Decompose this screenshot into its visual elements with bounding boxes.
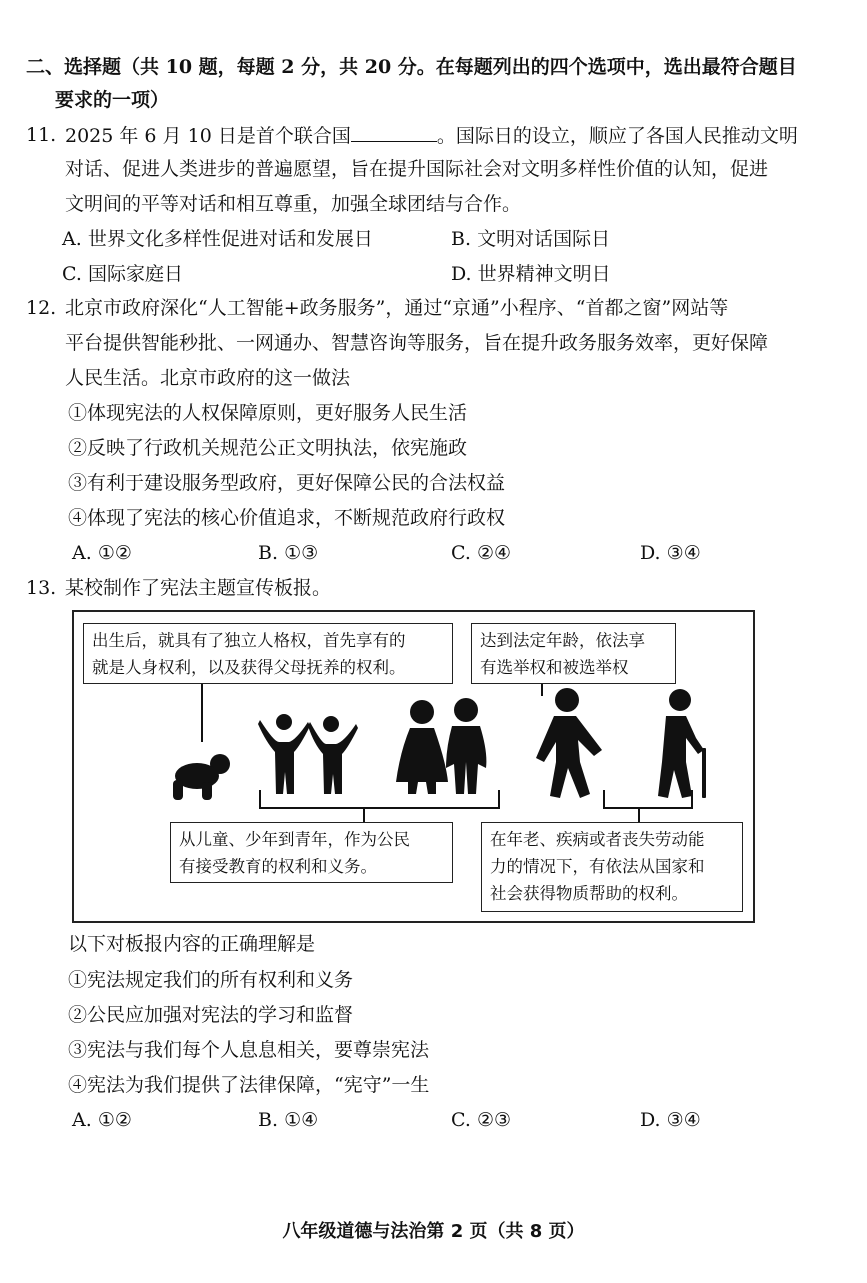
q12-stem-line3: 人民生活。北京市政府的这一做法 — [65, 367, 351, 389]
q13-option-a-text: ①② — [97, 1109, 132, 1131]
young-adults-icon — [396, 698, 486, 794]
q13-option-c-text: ②③ — [476, 1109, 512, 1131]
q12-statement-4: ④体现了宪法的核心价值追求，不断规范政府行政权 — [68, 507, 506, 529]
section-heading-line2: 要求的一项） — [55, 89, 170, 111]
q13-statement-3: ③宪法与我们每个人息息相关，要尊崇宪法 — [68, 1039, 430, 1061]
q12-statement-1: ①体现宪法的人权保障原则，更好服务人民生活 — [68, 402, 468, 424]
poster-note-education — [170, 822, 453, 883]
poster-note-elderly-line1: 在年老、疾病或者丧失劳动能 — [490, 830, 705, 849]
q11-stem-before-blank: 2025 年 6 月 10 日是首个联合国 — [65, 125, 351, 147]
q13-statement-4: ④宪法为我们提供了法律保障，“宪守”一生 — [68, 1074, 430, 1096]
children-icon — [258, 714, 358, 794]
q13-option-b-letter: B. — [258, 1109, 279, 1131]
poster-note-adult — [471, 623, 676, 684]
section-heading-line1: 二、选择题（共 10 题，每题 2 分，共 20 分。在每题列出的四个选项中，选出最符合题目 — [26, 56, 797, 78]
q12-option-c-text: ②④ — [476, 542, 512, 564]
q11-option-b-text: 文明对话国际日 — [477, 228, 611, 250]
q11-stem-after-blank: 。国际日的设立，顺应了各国人民推动文明 — [436, 125, 798, 147]
elderly-with-cane-icon — [658, 689, 706, 798]
q13-stem: 某校制作了宪法主题宣传板报。 — [65, 577, 332, 599]
q12-option-a-text: ①② — [97, 542, 132, 564]
q11-stem-line1 — [65, 123, 798, 148]
q12-number: 12. — [26, 297, 57, 319]
q11-stem-line2: 对话、促进人类进步的普遍愿望，旨在提升国际社会对文明多样性价值的认知，促进 — [65, 158, 769, 180]
q12-option-c-letter: C. — [451, 542, 471, 564]
q13-option-c — [451, 1108, 511, 1132]
q13-option-d — [640, 1108, 701, 1132]
crawling-baby-icon — [173, 754, 230, 800]
q12-option-b-text: ①③ — [284, 542, 319, 564]
q11-option-d-letter: D. — [451, 263, 472, 285]
poster-note-elderly-line2: 力的情况下，有依法从国家和 — [490, 857, 705, 876]
q12-option-d-text: ③④ — [666, 542, 701, 564]
q12-stem-line1: 北京市政府深化“人工智能+政务服务”，通过“京通”小程序、“首都之窗”网站等 — [65, 297, 729, 319]
q13-option-a — [72, 1108, 132, 1132]
q13-statement-2: ②公民应加强对宪法的学习和监督 — [68, 1004, 354, 1026]
constitution-poster — [72, 610, 755, 923]
q12-option-b — [258, 541, 318, 565]
q12-option-c — [451, 541, 511, 565]
q11-number: 11. — [26, 124, 57, 146]
q12-option-d-letter: D. — [640, 542, 661, 564]
q11-option-c — [62, 262, 183, 286]
poster-note-education-line1: 从儿童、少年到青年，作为公民 — [179, 830, 410, 849]
q11-answer-blank — [351, 123, 437, 142]
q11-option-c-letter: C. — [62, 263, 82, 285]
poster-note-adult-line1: 达到法定年龄，依法享 — [480, 631, 645, 650]
poster-note-education-line2: 有接受教育的权利和义务。 — [179, 857, 377, 876]
q11-option-a-text: 世界文化多样性促进对话和发展日 — [87, 228, 373, 250]
q12-option-a-letter: A. — [72, 542, 92, 564]
q11-option-b — [451, 227, 610, 251]
poster-note-elderly — [481, 822, 743, 912]
q11-option-d — [451, 262, 611, 286]
q13-option-d-text: ③④ — [666, 1109, 701, 1131]
poster-note-birth — [83, 623, 453, 684]
q13-option-d-letter: D. — [640, 1109, 661, 1131]
q12-stem-line2: 平台提供智能秒批、一网通办、智慧咨询等服务，旨在提升政务服务效率，更好保障 — [65, 332, 769, 354]
poster-note-adult-line2: 有选举权和被选举权 — [480, 658, 629, 677]
poster-note-birth-line1: 出生后，就具有了独立人格权，首先享有的 — [92, 631, 406, 650]
q12-option-a — [72, 541, 132, 565]
q13-option-b-text: ①④ — [284, 1109, 319, 1131]
q11-option-b-letter: B. — [451, 228, 472, 250]
q11-option-a — [62, 227, 373, 251]
q11-stem-line3: 文明间的平等对话和相互尊重，加强全球团结与合作。 — [65, 193, 522, 215]
q12-statement-3: ③有利于建设服务型政府，更好保障公民的合法权益 — [68, 472, 506, 494]
q12-option-d — [640, 541, 701, 565]
q12-statement-2: ②反映了行政机关规范公正文明执法，依宪施政 — [68, 437, 468, 459]
q13-prompt: 以下对板报内容的正确理解是 — [68, 933, 316, 955]
q13-statement-1: ①宪法规定我们的所有权利和义务 — [68, 969, 354, 991]
adult-walking-icon — [536, 688, 602, 798]
page-footer: 八年级道德与法治第 2 页（共 8 页） — [282, 1221, 585, 1242]
q13-number: 13. — [26, 577, 57, 599]
q11-option-a-letter: A. — [62, 228, 82, 250]
q13-option-c-letter: C. — [451, 1109, 471, 1131]
q11-option-c-text: 国际家庭日 — [87, 263, 183, 285]
q12-option-b-letter: B. — [258, 542, 279, 564]
q11-option-d-text: 世界精神文明日 — [477, 263, 611, 285]
poster-note-birth-line2: 就是人身权利，以及获得父母抚养的权利。 — [92, 658, 406, 677]
poster-note-elderly-line3: 社会获得物质帮助的权利。 — [490, 884, 688, 903]
q13-option-a-letter: A. — [72, 1109, 92, 1131]
q13-option-b — [258, 1108, 318, 1132]
